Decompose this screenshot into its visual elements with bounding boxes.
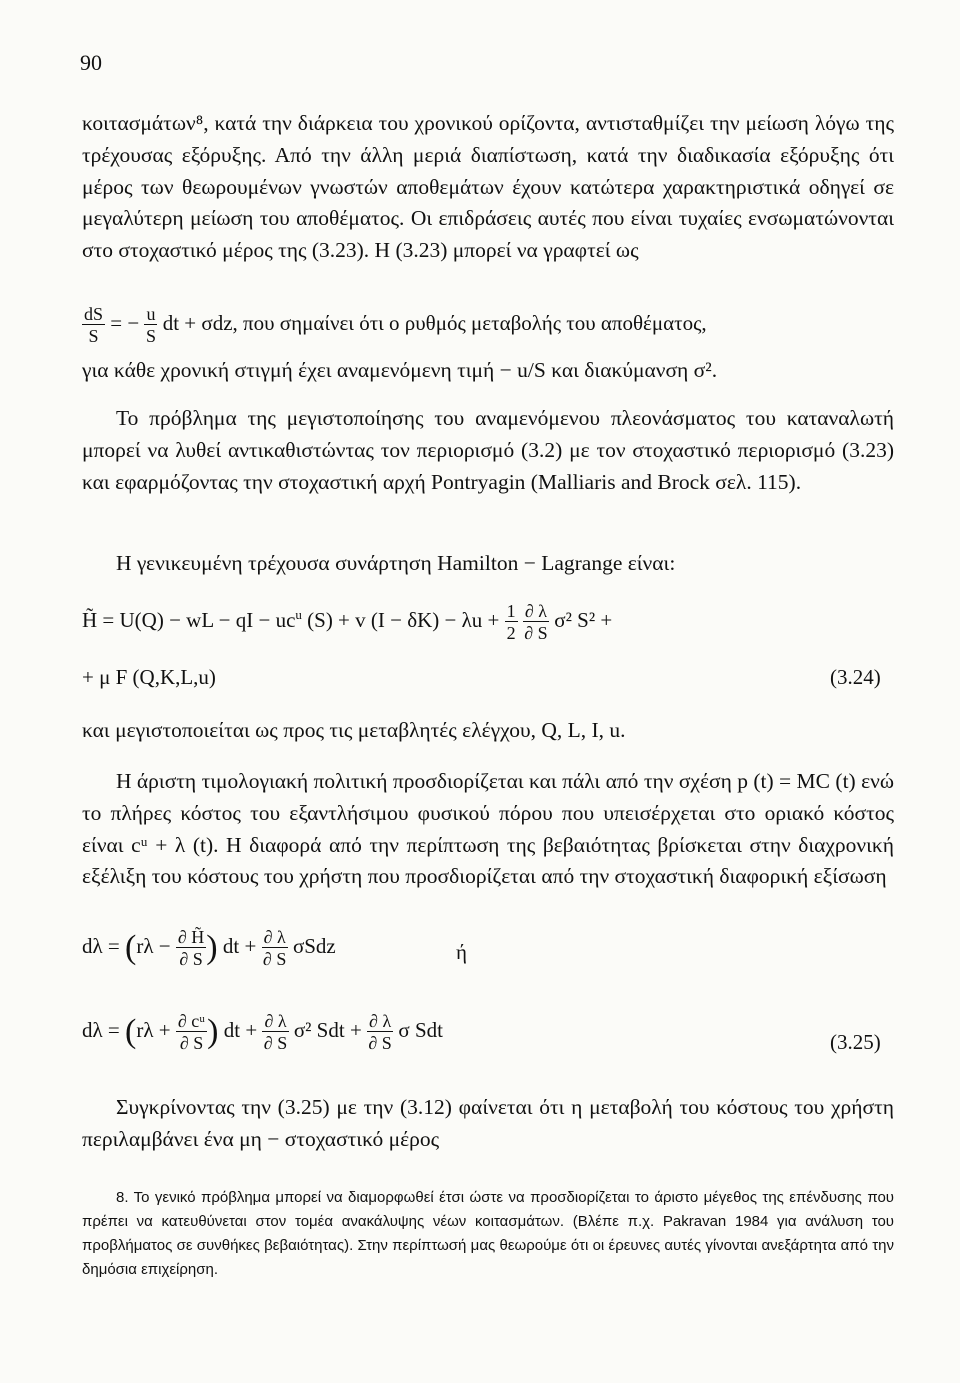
denominator: ∂ S — [179, 949, 203, 969]
lhs: dλ = — [82, 933, 126, 958]
fraction-dh-ds — [176, 928, 206, 968]
numerator: ∂ λ — [263, 927, 286, 947]
hamiltonian-part-2: (S) + v (I − δK) − λu + — [301, 607, 505, 632]
mid: dt + — [217, 933, 262, 958]
tail: σSdz — [287, 933, 336, 958]
denominator: ∂ S — [524, 623, 548, 643]
fraction-dlambda-ds — [523, 602, 549, 642]
fraction-dcu-ds — [176, 1012, 207, 1052]
lhs: dλ = — [82, 1017, 126, 1042]
denominator: ∂ S — [179, 1033, 204, 1053]
paragraph-2: Το πρόβλημα της μεγιστοποίησης του αναμενόμενου πλεονάσματος του καταναλωτή μπορεί να λυθεί αντικαθιστώντας τον περιορισμό (3.2) με τον στοχαστικό περιορισμό (3.23) και εφαρμόζοντας την στοχαστική αρχή Pontryagin (Malliaris and Brock σελ. 115). — [82, 406, 894, 494]
right-paren: ) — [206, 929, 218, 966]
equation-number-3-25: (3.25) — [830, 1030, 881, 1054]
numerator: ∂ λ — [524, 601, 548, 621]
numerator: ∂ H̃ — [177, 927, 205, 947]
line-after-equation-3-24: και μεγιστοποιείται ως προς τις μεταβλητές ελέγχου, Q, L, I, u. — [82, 718, 626, 742]
equation-ds-over-s — [82, 305, 707, 345]
paragraph-1: κοιτασμάτων⁸, κατά την διάρκεια του χρονικού ορίζοντα, αντισταθμίζει την μείωση λόγω της τρέχουσας εξόρυξης. Από την άλλη μεριά διαπίστωση, κατά την διαδικασία εξόρυξης ότι μέρος των θεωρουμένων γνωστών αποθεμάτων έχουν κατώτερα χαρακτηριστικά οδηγεί σε μεγαλύτερη μείωση του αποθέματος. Οι επιδράσεις αυτές που είναι τυχαίες ενσωματώνονται στο στοχαστικό μέρος της (3.23). Η (3.23) μπορεί να γραφτεί ως — [82, 111, 894, 263]
equation-3-24 — [82, 602, 612, 642]
equation-3-24-line-2: + μ F (Q,K,L,u) — [82, 665, 216, 689]
numerator: ∂ λ — [264, 1011, 287, 1031]
denominator: ∂ S — [263, 1033, 288, 1053]
fraction-dlambda-ds — [262, 928, 288, 968]
inner: rλ + — [136, 1017, 176, 1042]
equals-minus: = − — [110, 310, 140, 335]
numerator: ∂ cᵘ — [177, 1011, 206, 1031]
fraction-dlambda-ds-2 — [367, 1012, 393, 1052]
denominator: ∂ S — [368, 1033, 392, 1053]
mid: dt + — [218, 1017, 263, 1042]
left-paren: ( — [125, 929, 137, 966]
fraction-half — [505, 602, 518, 642]
tail: σ Sdt — [393, 1017, 444, 1042]
denominator: S — [145, 326, 156, 346]
paragraph-4: Η άριστη τιμολογιακή πολιτική προσδιορίζεται και πάλι από την σχέση p (t) = MC (t) ενώ το πλήρες κόστος του εξαντλήσιμου φυσικού πόρου που υπεισέρχεται στο οριακό κόστος είναι cᵘ + λ (t). Η διαφορά από την περίπτωση της βεβαιότητας βρίσκεται στην διαχρονική εξέλιξη του κόστους του χρήστη που προσδιορίζεται από την στοχαστική διαφορική εξίσωση — [82, 769, 894, 889]
fraction-dlambda-ds-1 — [262, 1012, 288, 1052]
numerator: u — [146, 304, 156, 324]
equation-tail: dt + σdz, που σημαίνει ότι ο ρυθμός μεταβολής του αποθέματος, — [162, 310, 707, 335]
page-number: 90 — [80, 50, 102, 75]
numerator: ∂ λ — [369, 1011, 392, 1031]
inner: rλ − — [136, 933, 176, 958]
fraction-ds-s — [82, 305, 105, 345]
hamiltonian-part-3: σ² S² + — [554, 607, 613, 632]
line-after-equation-1: για κάθε χρονική στιγμή έχει αναμενόμενη τιμή − u/S και διακύμανση σ². — [82, 358, 718, 382]
fraction-u-s — [144, 305, 157, 345]
left-paren: ( — [125, 1013, 137, 1050]
denominator: ∂ S — [262, 949, 287, 969]
paragraph-5: Συγκρίνοντας την (3.25) με την (3.12) φαίνεται ότι η μεταβολή του κόστους του χρήστη περιλαμβάνει ένα μη − στοχαστικό μέρος — [82, 1095, 894, 1151]
word-or: ή — [456, 940, 467, 964]
mid-2: σ² Sdt + — [288, 1017, 368, 1042]
hamiltonian-part-1: H̃ = U(Q) − wL − qI − uc — [82, 607, 296, 632]
paragraph-3: Η γενικευμένη τρέχουσα συνάρτηση Hamilton − Lagrange είναι: — [116, 551, 676, 575]
denominator: 2 — [506, 623, 516, 643]
right-paren: ) — [207, 1013, 219, 1050]
equation-3-25 — [82, 1012, 443, 1052]
numerator: dS — [84, 304, 104, 324]
denominator: S — [88, 326, 99, 346]
equation-dlambda-1 — [82, 928, 336, 968]
superscript-u: u — [295, 606, 302, 622]
numerator: 1 — [506, 601, 516, 621]
equation-number-3-24: (3.24) — [830, 665, 881, 689]
footnote-8: 8. Το γενικό πρόβλημα μπορεί να διαμορφωθεί έτσι ώστε να προσδιορίζεται το άριστο μέγεθος της επένδυσης που πρέπει να κατευθύνεται στον τομέα ανακάλυψης νέων κοιτασμάτων. (Βλέπε π.χ. Pakravan 1984 για ανάλυση του προβλήματος σε συνθήκες βεβαιότητας). Στην περίπτωσή μας θεωρούμε ότι οι έρευνες αυτές γίνονται ανεξάρτητα από την δημόσια επιχείρηση. — [82, 1189, 894, 1278]
